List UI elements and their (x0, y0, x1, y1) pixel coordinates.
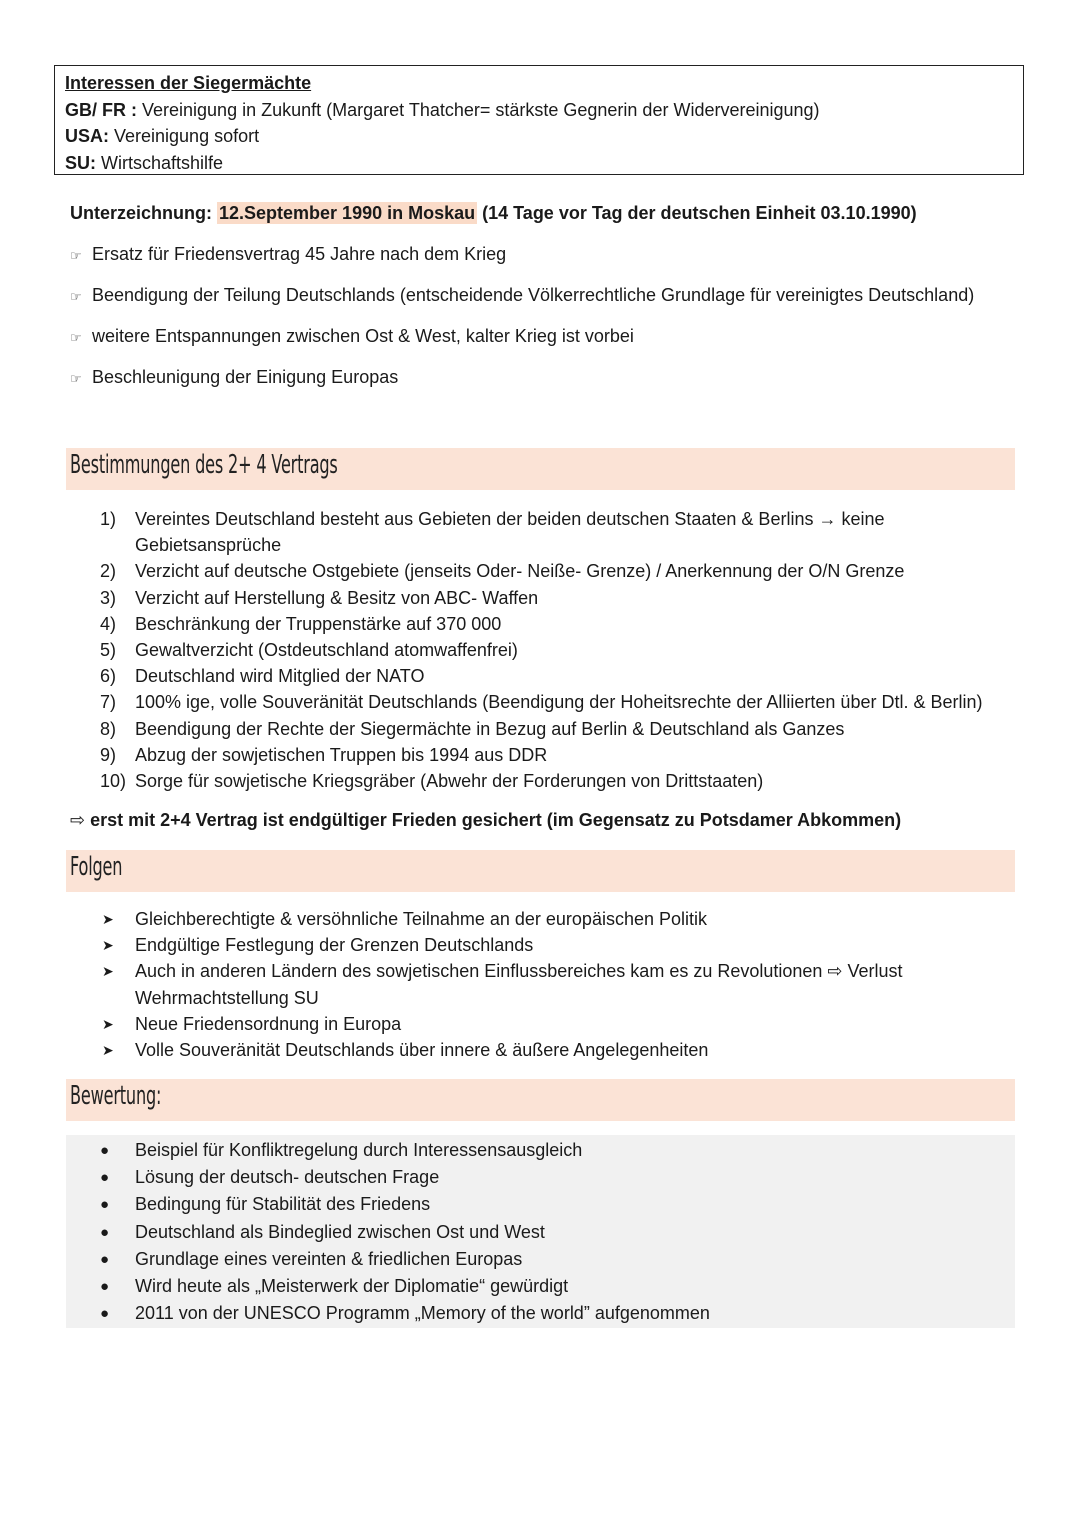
arrowhead-bullet-icon: ➤ (102, 1042, 114, 1059)
list-item: ☞ Beschleunigung der Einigung Europas (70, 367, 974, 408)
list-item: ☞ Ersatz für Friedensvertrag 45 Jahre nach dem Krieg (70, 244, 974, 285)
arrowhead-bullet-icon: ➤ (102, 963, 114, 980)
interest-row-su: SU: Wirtschaftshilfe (65, 152, 224, 173)
list-item: 10) Sorge für sowjetische Kriegsgräber (Abwehr der Forderungen von Drittstaaten) (100, 771, 764, 792)
bestimmungen-list (100, 506, 1010, 794)
list-item: 8) Beendigung der Rechte der Siegermächte in Bezug auf Berlin & Deutschland als Ganzes (100, 718, 845, 739)
list-item: 7) 100% ige, volle Souveränität Deutschlands (Beendigung der Hoheitsrechte der Alliierten über Dtl. & Berlin) (100, 692, 983, 713)
list-item: 5) Gewaltverzicht (Ostdeutschland atomwaffenfrei) (100, 640, 518, 661)
pointing-hand-icon: ☞ (70, 248, 82, 263)
bullet-icon: ● (100, 1196, 110, 1214)
bullet-icon: ● (100, 1305, 110, 1323)
right-arrow-icon: ⇨ (70, 810, 86, 830)
bewertung-list (100, 1137, 710, 1327)
bullet-icon: ● (100, 1278, 110, 1296)
section-title: Bewertung: (70, 1081, 162, 1111)
interests-box (54, 65, 1024, 175)
list-item: ● Beispiel für Konfliktregelung durch Interessensausgleich (100, 1137, 710, 1164)
list-item: 6) Deutschland wird Mitglied der NATO (100, 666, 425, 687)
conclusion-line: ⇨ erst mit 2+4 Vertrag ist endgültiger Frieden gesichert (im Gegensatz zu Potsdamer Abkommen) (70, 810, 902, 830)
bullet-icon: ● (100, 1250, 110, 1268)
list-item: ➤ Neue Friedensordnung in Europa (102, 1011, 982, 1037)
interest-row-gb-fr: GB/ FR : Vereinigung in Zukunft (Margaret Thatcher= stärkste Gegnerin der Widervereinigung) (65, 99, 820, 120)
pointing-hand-icon: ☞ (70, 289, 82, 304)
list-item: ● Grundlage eines vereinten & friedlichen Europas (100, 1246, 710, 1273)
list-item: ☞ Beendigung der Teilung Deutschlands (entscheidende Völkerrechtliche Grundlage für vereinigtes Deutschland) (70, 285, 974, 326)
section-header-folgen (66, 850, 1015, 892)
pointing-hand-icon: ☞ (70, 330, 82, 345)
signing-points-list (70, 244, 974, 408)
list-item: ● Bedingung für Stabilität des Friedens (100, 1191, 710, 1218)
bullet-icon: ● (100, 1223, 110, 1241)
list-item: 3) Verzicht auf Herstellung & Besitz von ABC- Waffen (100, 587, 539, 608)
list-item: ➤ Volle Souveränität Deutschlands über innere & äußere Angelegenheiten (102, 1037, 982, 1063)
bullet-icon: ● (100, 1142, 110, 1159)
list-item: 9) Abzug der sowjetischen Truppen bis 1994 aus DDR (100, 744, 548, 765)
pointing-hand-icon: ☞ (70, 371, 82, 386)
list-item: ● 2011 von der UNESCO Programm „Memory of the world” aufgenommen (100, 1300, 710, 1327)
list-item: ➤ Endgültige Festlegung der Grenzen Deutschlands (102, 932, 982, 958)
arrowhead-bullet-icon: ➤ (102, 937, 114, 954)
bullet-icon: ● (100, 1169, 110, 1187)
section-header-bewertung (66, 1079, 1015, 1121)
arrowhead-bullet-icon: ➤ (102, 911, 114, 927)
folgen-list (102, 906, 982, 1063)
interests-title: Interessen der Siegermächte (65, 73, 312, 93)
list-item: 2) Verzicht auf deutsche Ostgebiete (jenseits Oder- Neiße- Grenze) / Anerkennung der O/N Grenze (100, 561, 905, 582)
list-item: 1) Vereintes Deutschland besteht aus Gebieten der beiden deutschen Staaten & Berlins → keine Gebietsansprüche (100, 509, 885, 556)
list-item: ➤ Gleichberechtigte & versöhnliche Teilnahme an der europäischen Politik (102, 906, 982, 932)
list-item: ● Lösung der deutsch- deutschen Frage (100, 1164, 710, 1191)
section-header-bestimmungen (66, 448, 1015, 490)
section-title: Bestimmungen des 2+ 4 Vertrags (70, 450, 338, 480)
list-item: ☞ weitere Entspannungen zwischen Ost & West, kalter Krieg ist vorbei (70, 326, 974, 367)
section-title: Folgen (70, 852, 123, 882)
list-item: 4) Beschränkung der Truppenstärke auf 370 000 (100, 613, 502, 634)
list-item: ● Wird heute als „Meisterwerk der Diplomatie“ gewürdigt (100, 1273, 710, 1300)
signing-date-highlight: 12.September 1990 in Moskau (219, 203, 476, 223)
list-item: ● Deutschland als Bindeglied zwischen Ost und West (100, 1219, 710, 1246)
interest-row-usa: USA: Vereinigung sofort (65, 126, 260, 146)
list-item: ➤ Auch in anderen Ländern des sowjetischen Einflussbereiches kam es zu Revolutionen ⇨ Verlust Wehrmachtstellung SU (102, 958, 982, 1010)
arrowhead-bullet-icon: ➤ (102, 1015, 114, 1032)
signing-line: Unterzeichnung: 12.September 1990 in Moskau (14 Tage vor Tag der deutschen Einheit 03.10.1990) (70, 203, 917, 223)
